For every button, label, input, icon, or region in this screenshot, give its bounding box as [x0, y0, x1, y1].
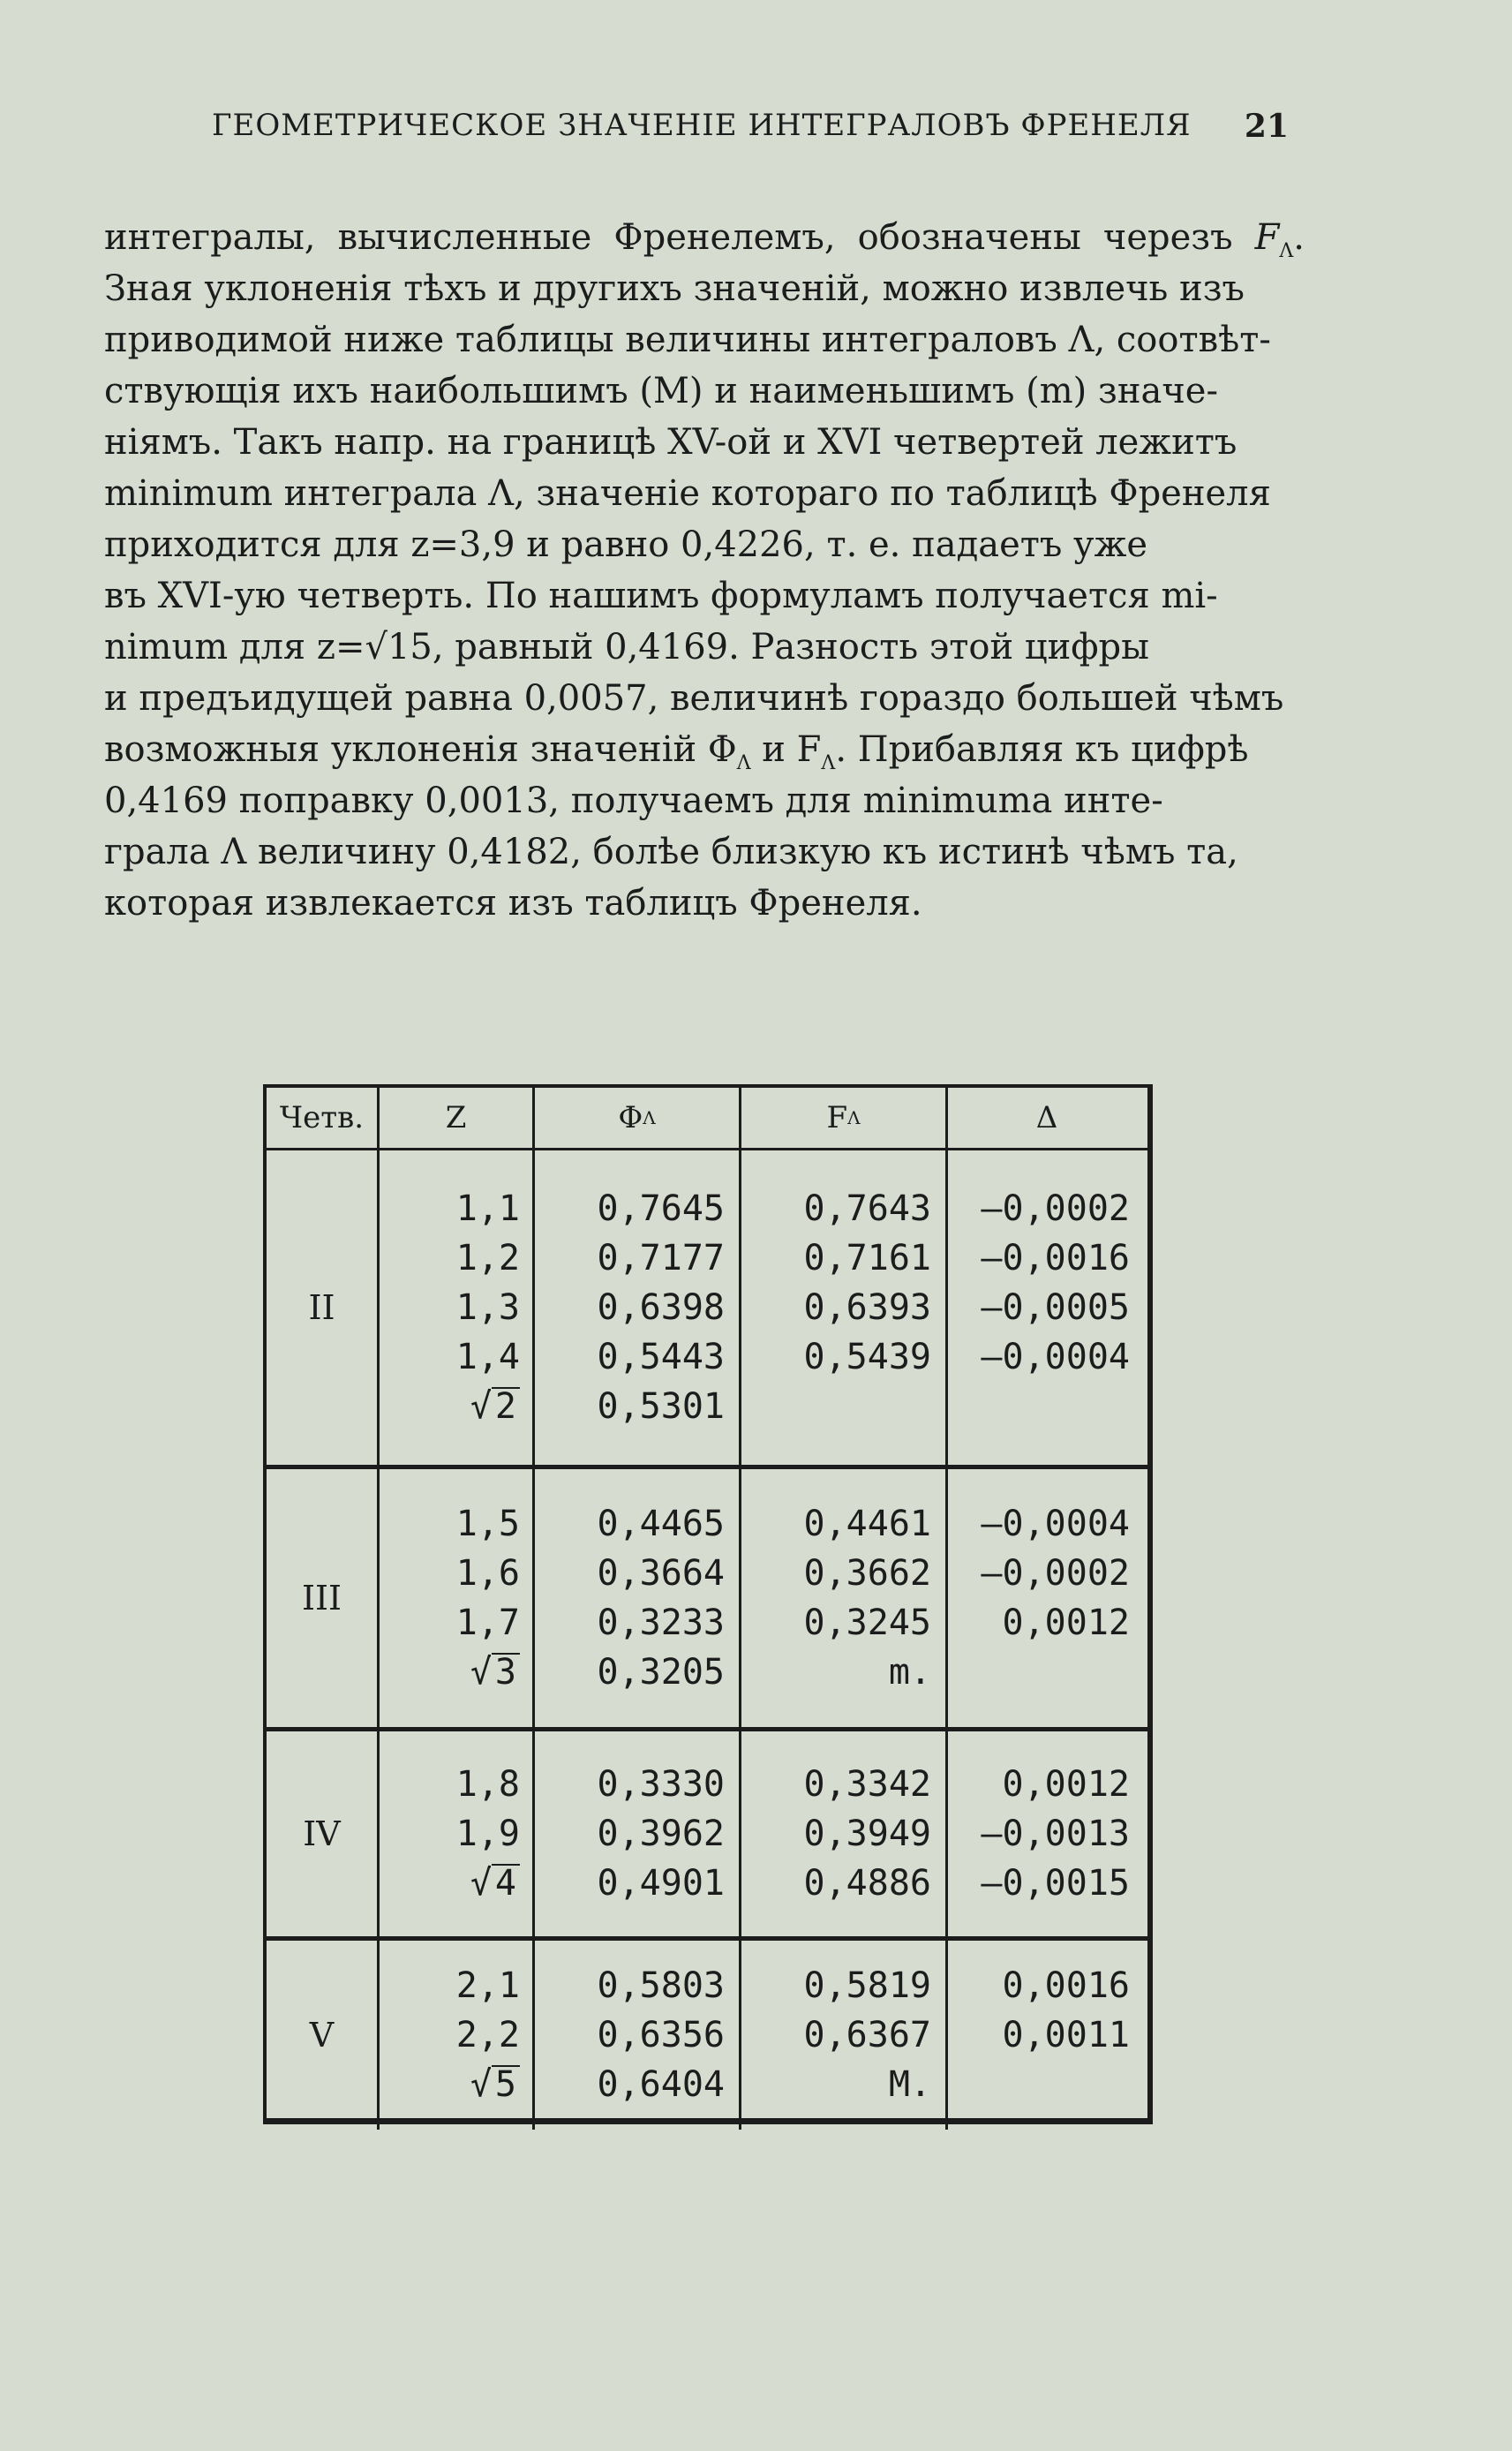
table-cell: 1,6 — [455, 1553, 520, 1594]
radicand: 3 — [492, 1653, 520, 1690]
table-cell: 1,2 — [455, 1238, 520, 1278]
quarter-cell: III — [267, 1469, 380, 1727]
table-cell: 0,5819 — [803, 1965, 931, 2006]
table-cell: 0,0012 — [1002, 1764, 1130, 1805]
table-cell: 0,4465 — [597, 1504, 725, 1544]
phi-column — [535, 1941, 741, 2130]
table-cell: 1,9 — [455, 1814, 520, 1854]
table-group — [267, 1731, 1147, 1941]
table-header — [267, 1088, 1147, 1150]
text-line-13: грала Λ величину 0,4182, болѣе близкую къ истинѣ чѣмъ та, — [104, 832, 1238, 872]
table-cell: 2,2 — [455, 2015, 520, 2055]
z-column — [380, 1469, 535, 1727]
text-line-2: Зная уклоненія тѣхъ и другихъ значеній, можно извлечь изъ — [104, 268, 1245, 309]
header-delta: Δ — [1035, 1100, 1058, 1135]
running-title: ГЕОМЕТРИЧЕСКОЕ ЗНАЧЕНІЕ ИНТЕГРАЛОВЪ ФРЕНЕЛЯ — [212, 108, 1192, 143]
table-cell: 1,4 — [455, 1337, 520, 1377]
header-phi: Φ Λ — [535, 1088, 741, 1148]
table-cell: m. — [888, 1652, 931, 1693]
table-cell: 1,7 — [455, 1603, 520, 1643]
table-cell: 0,4901 — [597, 1863, 725, 1904]
text-line-9: nimum для z=√15, равный 0,4169. Разность этой цифры — [104, 627, 1149, 667]
delta-column — [948, 1731, 1146, 1936]
text-line-11: возможныя уклоненія значеній $\Phi_\Lambda$ и $F_\Lambda$. Прибавляя къ цифрѣ — [104, 729, 1249, 774]
table-cell: 1,8 — [455, 1764, 520, 1805]
table-cell: 0,3233 — [597, 1603, 725, 1643]
table-cell: 0,3245 — [803, 1603, 931, 1643]
f-column — [741, 1731, 948, 1936]
table-cell: 0,4886 — [803, 1863, 931, 1904]
table-cell: M. — [888, 2064, 931, 2105]
z-column — [380, 1941, 535, 2130]
radicand: 4 — [492, 1864, 520, 1901]
table-cell: 0,3662 — [803, 1553, 931, 1594]
header-quarter: Четв. — [267, 1088, 380, 1148]
table-cell — [380, 1382, 532, 1431]
table-cell: —0,0005 — [981, 1287, 1130, 1328]
text-line-14: которая извлекается изъ таблицъ Френеля. — [104, 883, 922, 924]
text-line-8: въ XVI-ую четверть. По нашимъ формуламъ получается mi- — [104, 576, 1218, 616]
text-line-4: ствующія ихъ наибольшимъ (M) и наименьшимъ (m) значе- — [104, 371, 1218, 411]
radicand: 2 — [492, 1387, 520, 1424]
phi-column — [535, 1731, 741, 1936]
phi-column — [535, 1150, 741, 1465]
table-cell: 0,6356 — [597, 2015, 725, 2055]
table-cell: —0,0013 — [981, 1814, 1130, 1854]
table-cell: 0,0012 — [1002, 1603, 1130, 1643]
table-cell: 0,3664 — [597, 1553, 725, 1594]
delta-column — [948, 1150, 1146, 1465]
table-cell: 0,4461 — [803, 1504, 931, 1544]
f-column — [741, 1469, 948, 1727]
delta-column — [948, 1941, 1146, 2130]
table-cell: 0,6393 — [803, 1287, 931, 1328]
table-cell: —0,0002 — [981, 1188, 1130, 1229]
text-line-6: minimum интеграла Λ, значеніе котораго по таблицѣ Френеля — [104, 473, 1271, 514]
radical-sign: √ — [470, 1386, 492, 1427]
table-cell: 0,7177 — [597, 1238, 725, 1278]
table-cell: 1,3 — [455, 1287, 520, 1328]
table-cell: 0,6404 — [597, 2064, 725, 2105]
page-header — [106, 108, 1289, 161]
z-column — [380, 1731, 535, 1936]
table-cell — [948, 1648, 1146, 1697]
body-text — [104, 212, 1305, 929]
table-cell: 0,3205 — [597, 1652, 725, 1693]
table-cell: 0,3949 — [803, 1814, 931, 1854]
quarter-cell: IV — [267, 1731, 380, 1936]
table-group — [267, 1941, 1147, 2130]
header-z: Z — [380, 1088, 535, 1148]
text-line-3: приводимой ниже таблицы величины интеграловъ Λ, соотвѣт- — [104, 320, 1271, 360]
f-column — [741, 1941, 948, 2130]
table-cell — [380, 2060, 532, 2109]
radicand: 5 — [492, 2065, 520, 2102]
phi-column — [535, 1469, 741, 1727]
header-f: F Λ — [741, 1088, 948, 1148]
fresnel-table — [263, 1084, 1153, 2124]
table-cell: 0,7161 — [803, 1238, 931, 1278]
table-cell: 0,7645 — [597, 1188, 725, 1229]
table-cell: 0,7643 — [803, 1188, 931, 1229]
table-cell — [948, 2060, 1146, 2109]
table-cell — [380, 1648, 532, 1697]
radical-sign: √ — [470, 1863, 492, 1904]
table-cell: 0,5439 — [803, 1337, 931, 1377]
table-cell: 0,0016 — [1002, 1965, 1130, 2006]
table-cell: 2,1 — [455, 1965, 520, 2006]
delta-column — [948, 1469, 1146, 1727]
table-cell: 0,0011 — [1002, 2015, 1130, 2055]
table-cell: 0,5301 — [597, 1386, 725, 1427]
page-number: 21 — [1244, 108, 1289, 145]
table-cell — [741, 1382, 945, 1431]
text-line-7: приходится для z=3,9 и равно 0,4226, т. е. падаетъ уже — [104, 524, 1148, 565]
radical-sign: √ — [470, 1652, 492, 1693]
z-column — [380, 1150, 535, 1465]
table-cell: 0,5803 — [597, 1965, 725, 2006]
table-cell: 1,1 — [455, 1188, 520, 1229]
table-cell: 1,5 — [455, 1504, 520, 1544]
text-line-12: 0,4169 поправку 0,0013, получаемъ для minimuma инте- — [104, 781, 1163, 821]
table-cell: —0,0015 — [981, 1863, 1130, 1904]
text-line-1: интегралы, вычисленные Френелемъ, обозначены черезъ $F_\Lambda$. — [104, 217, 1305, 262]
table-cell: 0,5443 — [597, 1337, 725, 1377]
table-cell: 0,3342 — [803, 1764, 931, 1805]
f-column — [741, 1150, 948, 1465]
table-group — [267, 1150, 1147, 1469]
table-cell: —0,0016 — [981, 1238, 1130, 1278]
radical-sign: √ — [470, 2064, 492, 2105]
table-cell — [380, 1859, 532, 1908]
table-group — [267, 1469, 1147, 1731]
quarter-cell: V — [267, 1941, 380, 2130]
table-cell: 0,6398 — [597, 1287, 725, 1328]
table-cell: —0,0004 — [981, 1504, 1130, 1544]
table-cell: —0,0002 — [981, 1553, 1130, 1594]
table-body — [267, 1150, 1147, 2130]
table-cell: 0,6367 — [803, 2015, 931, 2055]
table-cell: 0,3962 — [597, 1814, 725, 1854]
text-line-5: ніямъ. Такъ напр. на границѣ XV-ой и XVI четвертей лежитъ — [104, 422, 1237, 463]
table-cell: 0,3330 — [597, 1764, 725, 1805]
table-cell: —0,0004 — [981, 1337, 1130, 1377]
text-line-10: и предъидущей равна 0,0057, величинѣ гораздо большей чѣмъ — [104, 678, 1284, 719]
quarter-cell: II — [267, 1150, 380, 1465]
table-cell — [948, 1382, 1146, 1431]
